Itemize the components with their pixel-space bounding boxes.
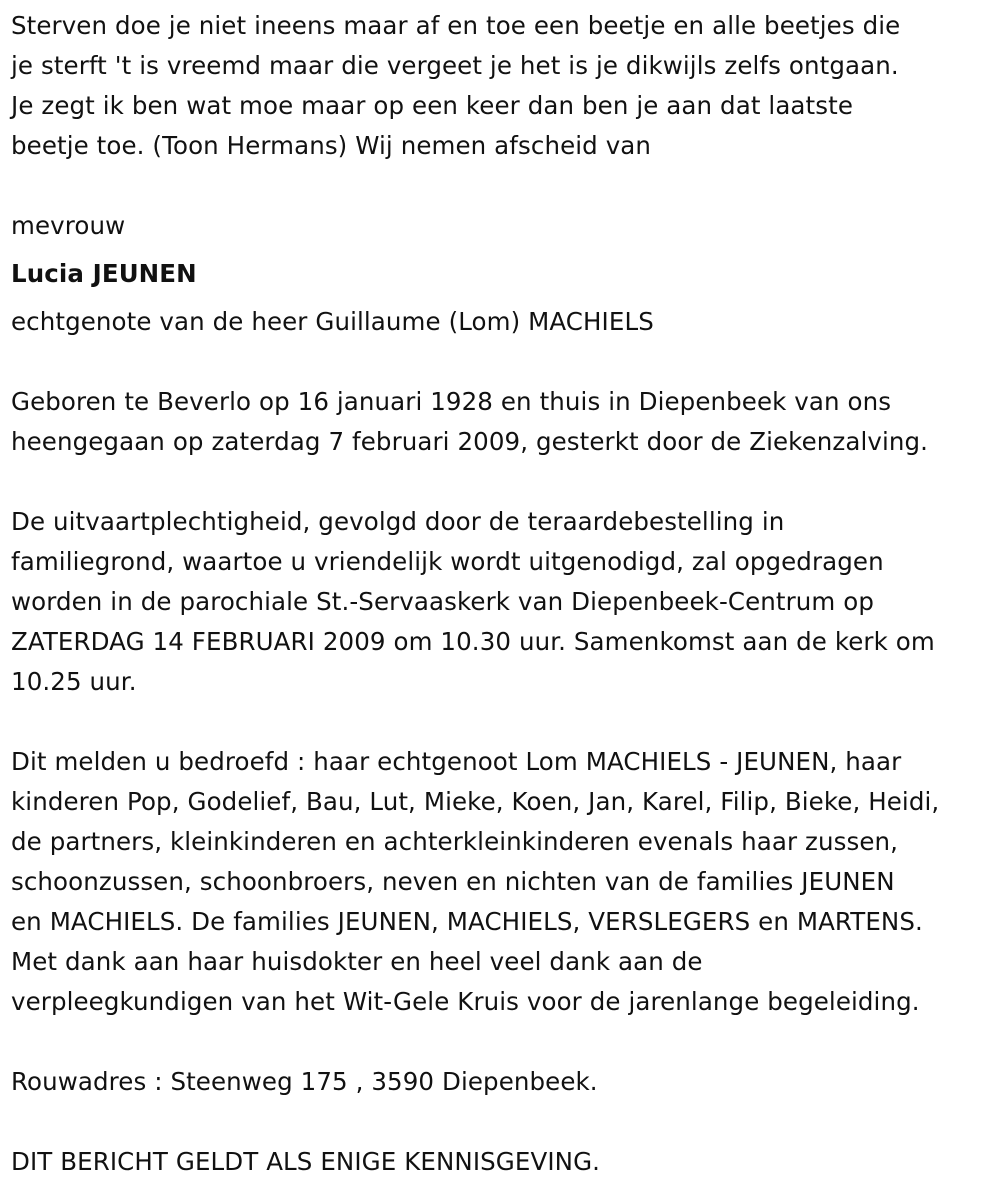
family-line: schoonzussen, schoonbroers, neven en nichten van de families JEUNEN xyxy=(11,867,895,896)
quote-line: beetje toe. (Toon Hermans) Wij nemen afscheid van xyxy=(11,131,652,160)
quote-line: je sterft 't is vreemd maar die vergeet je het is je dikwijls zelfs ontgaan. xyxy=(11,51,899,80)
funeral-paragraph xyxy=(11,502,996,702)
family-line: de partners, kleinkinderen en achterkleinkinderen evenals haar zussen, xyxy=(11,827,899,856)
funeral-line: worden in de parochiale St.-Servaaskerk van Diepenbeek-Centrum op xyxy=(11,587,874,616)
title-prefix: mevrouw xyxy=(11,211,126,240)
funeral-line: De uitvaartplechtigheid, gevolgd door de teraardebestelling in xyxy=(11,507,785,536)
family-line: Dit melden u bedroefd : haar echtgenoot Lom MACHIELS - JEUNEN, haar xyxy=(11,747,902,776)
family-line: kinderen Pop, Godelief, Bau, Lut, Mieke, Koen, Jan, Karel, Filip, Bieke, Heidi, xyxy=(11,787,940,816)
quote-line: Je zegt ik ben wat moe maar op een keer dan ben je aan dat laatste xyxy=(11,91,853,120)
mourning-address: Rouwadres : Steenweg 175 , 3590 Diepenbeek. xyxy=(11,1067,598,1096)
birth-paragraph xyxy=(11,382,996,462)
paragraph-spacer xyxy=(11,1102,996,1142)
quote-paragraph xyxy=(11,6,996,166)
funeral-line: ZATERDAG 14 FEBRUARI 2009 om 10.30 uur. Samenkomst aan de kerk om xyxy=(11,627,935,656)
quote-line: Sterven doe je niet ineens maar af en toe een beetje en alle beetjes die xyxy=(11,11,901,40)
paragraph-spacer xyxy=(11,342,996,382)
paragraph-spacer xyxy=(11,1022,996,1062)
deceased-name: Lucia JEUNEN xyxy=(11,259,197,288)
paragraph-spacer xyxy=(11,462,996,502)
deceased-block xyxy=(11,206,996,342)
birth-line: Geboren te Beverlo op 16 januari 1928 en thuis in Diepenbeek van ons xyxy=(11,387,892,416)
family-paragraph xyxy=(11,742,996,1022)
spouse-line: echtgenote van de heer Guillaume (Lom) MACHIELS xyxy=(11,307,654,336)
obituary-notice xyxy=(11,6,996,1182)
birth-line: heengegaan op zaterdag 7 februari 2009, gesterkt door de Ziekenzalving. xyxy=(11,427,929,456)
family-line: verpleegkundigen van het Wit-Gele Kruis voor de jarenlange begeleiding. xyxy=(11,987,920,1016)
funeral-line: familiegrond, waartoe u vriendelijk wordt uitgenodigd, zal opgedragen xyxy=(11,547,884,576)
family-line: en MACHIELS. De families JEUNEN, MACHIELS, VERSLEGERS en MARTENS. xyxy=(11,907,923,936)
family-line: Met dank aan haar huisdokter en heel veel dank aan de xyxy=(11,947,703,976)
closing-statement: DIT BERICHT GELDT ALS ENIGE KENNISGEVING. xyxy=(11,1147,601,1176)
funeral-line: 10.25 uur. xyxy=(11,667,137,696)
paragraph-spacer xyxy=(11,166,996,206)
paragraph-spacer xyxy=(11,702,996,742)
closing-paragraph xyxy=(11,1142,996,1182)
address-paragraph xyxy=(11,1062,996,1102)
